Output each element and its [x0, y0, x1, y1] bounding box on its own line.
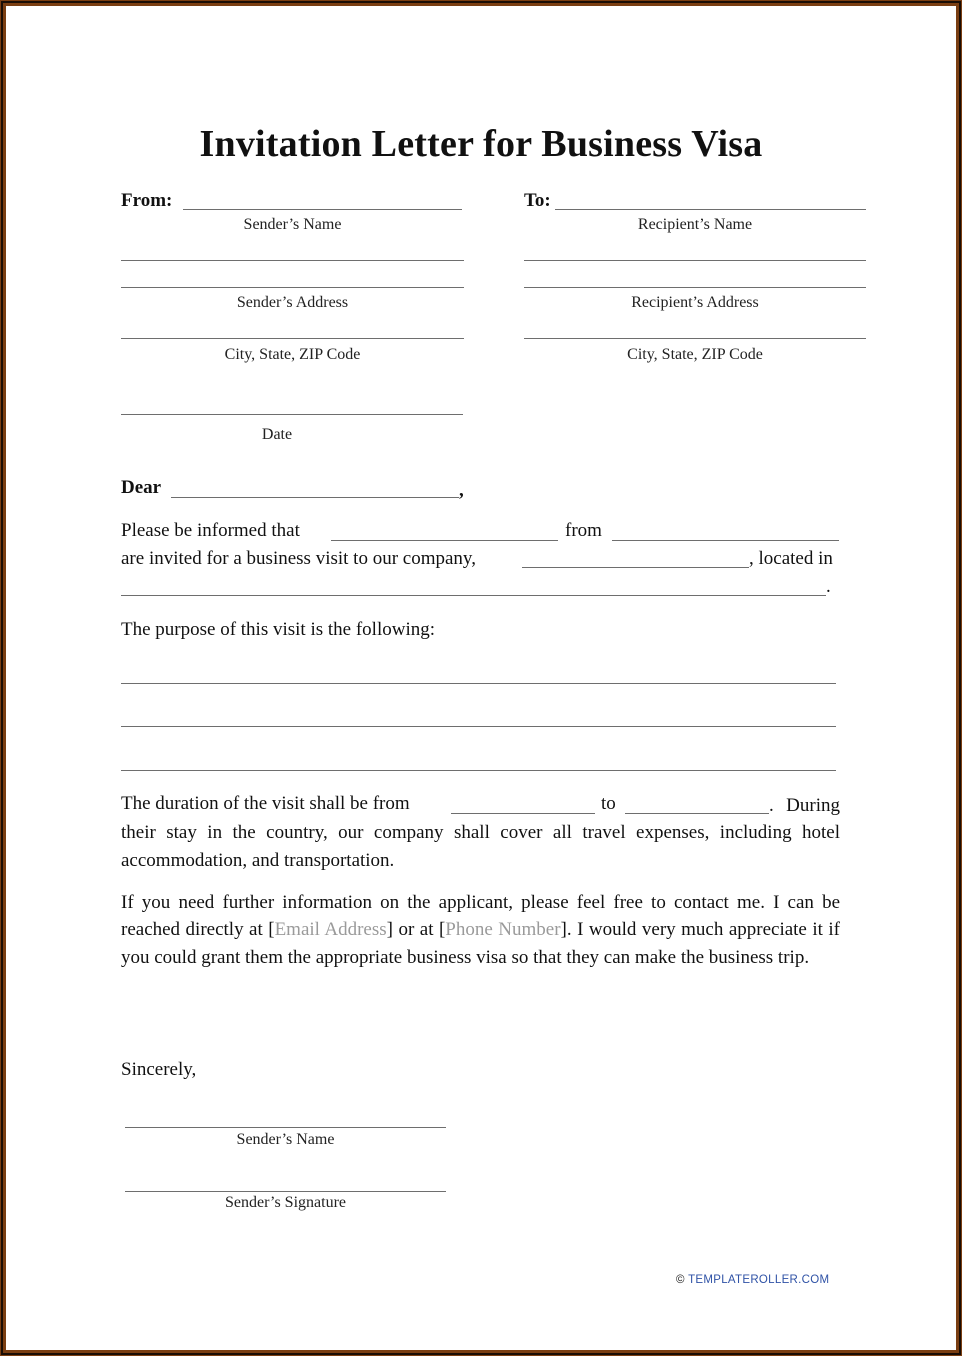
- date-field[interactable]: [121, 414, 463, 415]
- recipient-city-field[interactable]: [524, 338, 866, 339]
- p1-text-1: Please be informed that: [121, 520, 300, 541]
- company-name-field[interactable]: [522, 567, 749, 568]
- purpose-line-2-field[interactable]: [121, 726, 836, 727]
- sender-address-caption: Sender’s Address: [236, 294, 349, 311]
- recipient-name-field[interactable]: [555, 209, 866, 210]
- sender-address-line-1-field[interactable]: [121, 260, 464, 261]
- footer-watermark: [676, 1274, 829, 1286]
- recipient-address-line-2-field[interactable]: [524, 287, 866, 288]
- company-location-field[interactable]: [121, 595, 826, 596]
- p1-text-5: .: [826, 576, 831, 597]
- dear-label: Dear: [121, 477, 162, 498]
- sender-address-line-2-field[interactable]: [121, 287, 464, 288]
- p3-text-1: The duration of the visit shall be from: [121, 793, 410, 814]
- sender-signature-field[interactable]: [125, 1191, 446, 1192]
- p1-text-2: from: [565, 520, 602, 541]
- salutation-comma: ,: [459, 480, 464, 501]
- recipient-name-caption: Recipient’s Name: [637, 216, 753, 233]
- phone-number-placeholder[interactable]: Phone Number: [445, 919, 561, 941]
- sign-off: Sincerely,: [121, 1059, 197, 1080]
- p4-text-1: If you need further information on the applicant, please feel free to contact me. I can be reached directly at [: [121, 892, 840, 941]
- recipient-address-line-1-field[interactable]: [524, 260, 866, 261]
- recipient-address-caption: Recipient’s Address: [631, 294, 759, 311]
- p3-text-2: to: [601, 793, 616, 814]
- recipient-city-caption: City, State, ZIP Code: [627, 346, 763, 363]
- document-title: Invitation Letter for Business Visa: [199, 123, 763, 165]
- copyright-icon: ©: [676, 1274, 685, 1286]
- from-label: From:: [121, 190, 173, 211]
- p3-text-3: . During their stay in the country, our company shall cover all travel expenses, including hotel accommodation, and transportation.: [121, 795, 840, 871]
- to-label: To:: [524, 190, 551, 211]
- closing-sender-name-field[interactable]: [125, 1127, 446, 1128]
- date-caption: Date: [261, 426, 293, 443]
- contact-paragraph: [121, 889, 840, 971]
- purpose-intro: The purpose of this visit is the following:: [121, 619, 436, 640]
- p1-text-3: are invited for a business visit to our company,: [121, 548, 476, 569]
- purpose-line-3-field[interactable]: [121, 770, 836, 771]
- purpose-line-1-field[interactable]: [121, 683, 836, 684]
- sender-city-caption: City, State, ZIP Code: [224, 346, 361, 363]
- sender-name-field[interactable]: [183, 209, 462, 210]
- sender-name-caption: Sender’s Name: [243, 216, 342, 233]
- invitee-name-field[interactable]: [331, 540, 558, 541]
- sender-signature-caption: Sender’s Signature: [224, 1194, 346, 1211]
- p4-text-2: ] or at [: [386, 919, 446, 941]
- sender-city-field[interactable]: [121, 338, 464, 339]
- email-address-placeholder[interactable]: Email Address: [274, 919, 387, 941]
- footer-brand-link[interactable]: TEMPLATEROLLER.COM: [688, 1274, 830, 1286]
- p4-text-3: ]. I would very much appreciate it if you could grant them the appropriate business visa so that they can make the business trip.: [121, 919, 840, 968]
- closing-sender-name-caption: Sender’s Name: [236, 1131, 335, 1148]
- invitee-origin-field[interactable]: [612, 540, 839, 541]
- addressee-field[interactable]: [171, 497, 459, 498]
- p1-text-4: , located in: [749, 548, 833, 569]
